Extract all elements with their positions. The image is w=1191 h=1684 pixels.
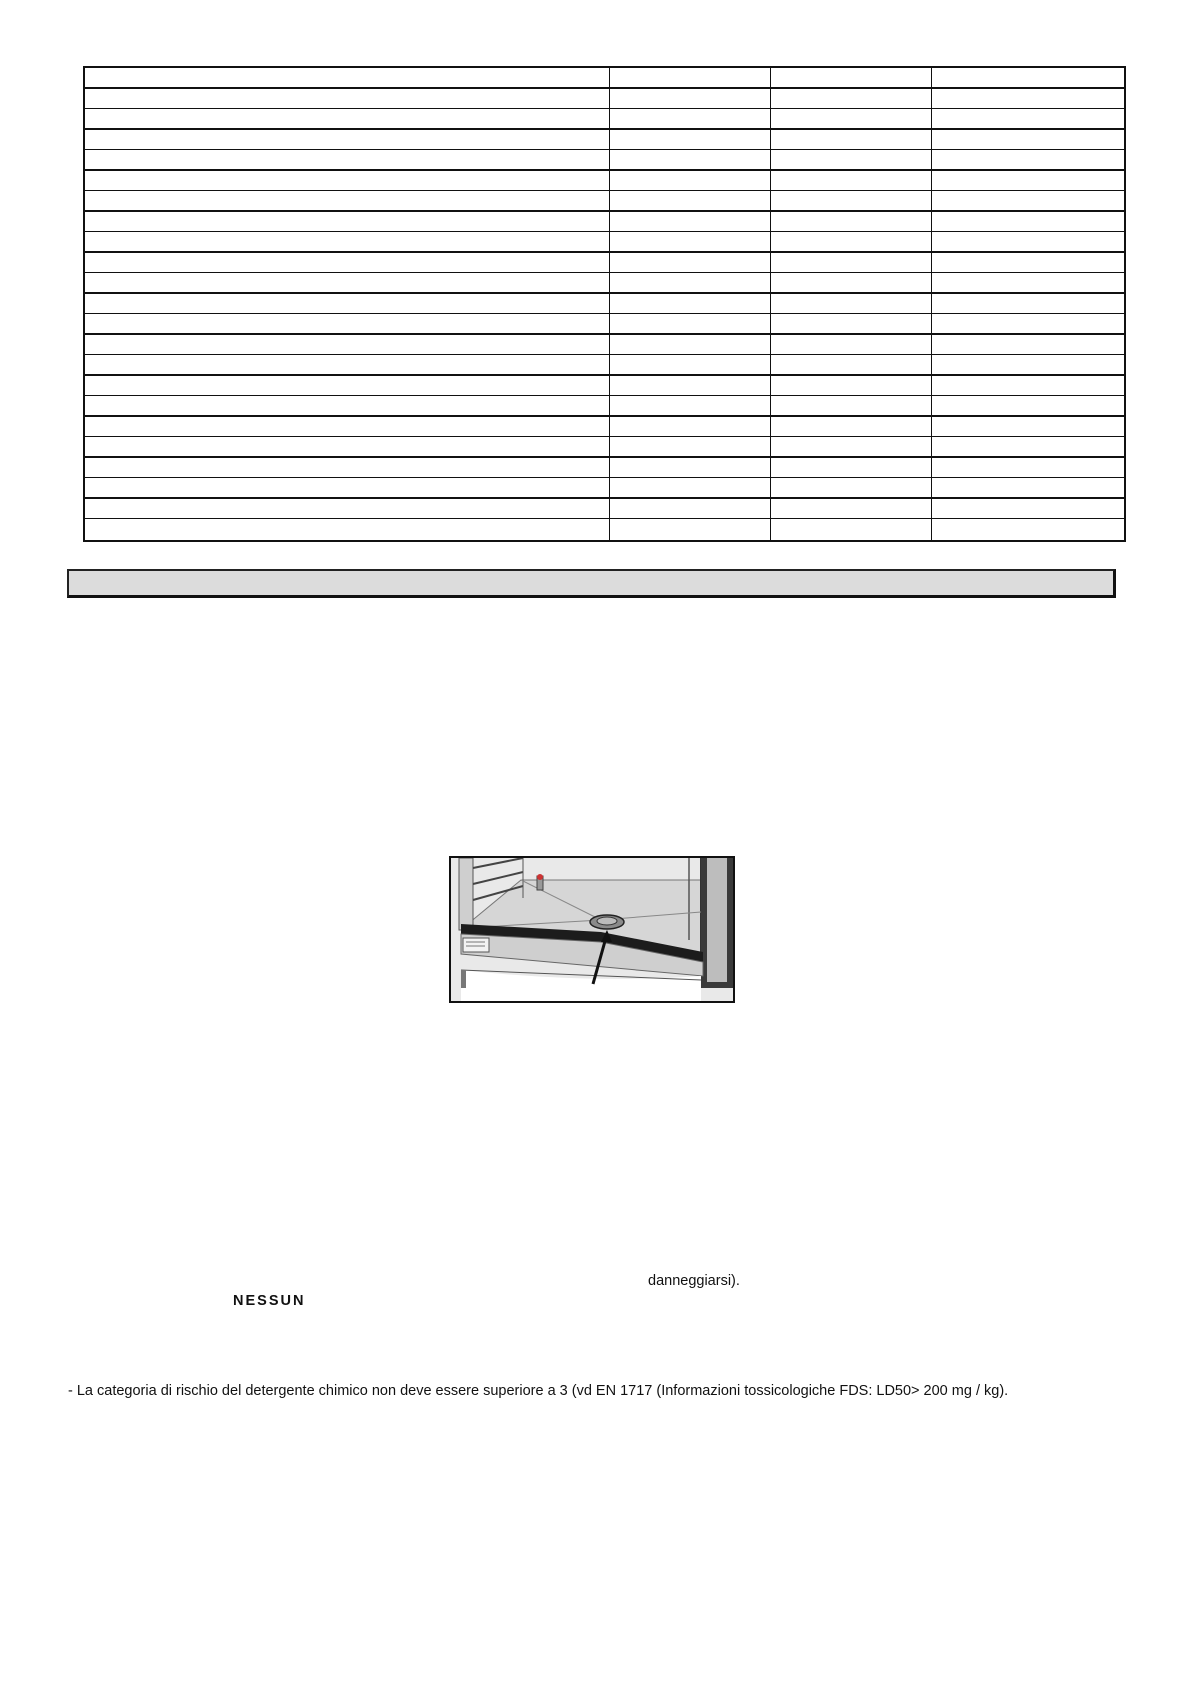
table-cell bbox=[771, 355, 932, 376]
text-fragment-danneggiarsi: danneggiarsi). bbox=[648, 1273, 740, 1289]
table-cell bbox=[771, 68, 932, 89]
table-cell bbox=[771, 437, 932, 458]
table-cell bbox=[610, 212, 771, 233]
table-cell bbox=[771, 150, 932, 171]
table-cell bbox=[932, 294, 1124, 315]
table-cell bbox=[85, 109, 610, 130]
table-cell bbox=[85, 499, 610, 520]
table-cell bbox=[85, 89, 610, 110]
table-cell bbox=[771, 499, 932, 520]
table-cell bbox=[932, 458, 1124, 479]
table-cell bbox=[85, 253, 610, 274]
table-cell bbox=[932, 376, 1124, 397]
table-cell bbox=[610, 109, 771, 130]
table-cell bbox=[85, 458, 610, 479]
table-cell bbox=[771, 458, 932, 479]
table-cell bbox=[610, 335, 771, 356]
table-cell bbox=[85, 417, 610, 438]
table-cell bbox=[932, 314, 1124, 335]
table-cell bbox=[85, 376, 610, 397]
table-cell bbox=[85, 437, 610, 458]
table-cell bbox=[932, 191, 1124, 212]
table-cell bbox=[85, 335, 610, 356]
table-cell bbox=[932, 68, 1124, 89]
table-cell bbox=[85, 130, 610, 151]
table-cell bbox=[771, 191, 932, 212]
table-cell bbox=[610, 519, 771, 540]
table-cell bbox=[771, 130, 932, 151]
table-cell bbox=[771, 89, 932, 110]
table-cell bbox=[85, 314, 610, 335]
table-cell bbox=[610, 314, 771, 335]
table-cell bbox=[85, 478, 610, 499]
table-cell bbox=[932, 130, 1124, 151]
table-cell bbox=[85, 232, 610, 253]
table-cell bbox=[932, 212, 1124, 233]
table-cell bbox=[85, 273, 610, 294]
table-cell bbox=[932, 478, 1124, 499]
table-cell bbox=[932, 171, 1124, 192]
table-cell bbox=[610, 499, 771, 520]
section-header-bar bbox=[67, 569, 1116, 598]
table-cell bbox=[610, 437, 771, 458]
table-cell bbox=[610, 376, 771, 397]
table-cell bbox=[932, 253, 1124, 274]
table-cell bbox=[610, 68, 771, 89]
table-cell bbox=[610, 273, 771, 294]
table-cell bbox=[610, 294, 771, 315]
table-cell bbox=[610, 458, 771, 479]
table-cell bbox=[610, 478, 771, 499]
oven-drain-figure bbox=[449, 856, 735, 1003]
table-cell bbox=[610, 130, 771, 151]
table-cell bbox=[85, 150, 610, 171]
table-cell bbox=[85, 396, 610, 417]
spec-table bbox=[83, 66, 1126, 542]
table-cell bbox=[85, 171, 610, 192]
table-cell bbox=[610, 150, 771, 171]
table-cell bbox=[932, 150, 1124, 171]
table-cell bbox=[610, 171, 771, 192]
table-cell bbox=[610, 89, 771, 110]
table-cell bbox=[771, 478, 932, 499]
table-cell bbox=[932, 335, 1124, 356]
table-cell bbox=[771, 376, 932, 397]
table-cell bbox=[771, 314, 932, 335]
table-cell bbox=[85, 294, 610, 315]
table-cell bbox=[771, 253, 932, 274]
table-cell bbox=[932, 89, 1124, 110]
table-cell bbox=[932, 519, 1124, 540]
table-cell bbox=[771, 273, 932, 294]
table-cell bbox=[932, 499, 1124, 520]
table-cell bbox=[85, 191, 610, 212]
table-cell bbox=[610, 253, 771, 274]
table-cell bbox=[85, 519, 610, 540]
table-cell bbox=[932, 232, 1124, 253]
table-cell bbox=[85, 355, 610, 376]
table-cell bbox=[771, 212, 932, 233]
table-cell bbox=[932, 417, 1124, 438]
table-cell bbox=[932, 396, 1124, 417]
table-cell bbox=[610, 396, 771, 417]
table-cell bbox=[85, 212, 610, 233]
table-cell bbox=[932, 273, 1124, 294]
table-cell bbox=[771, 232, 932, 253]
table-cell bbox=[932, 355, 1124, 376]
oven-drain-icon bbox=[451, 858, 733, 1001]
table-cell bbox=[932, 109, 1124, 130]
table-cell bbox=[610, 417, 771, 438]
table-cell bbox=[771, 294, 932, 315]
table-cell bbox=[85, 68, 610, 89]
table-cell bbox=[771, 396, 932, 417]
table-cell bbox=[771, 335, 932, 356]
table-cell bbox=[610, 232, 771, 253]
table-cell bbox=[771, 109, 932, 130]
table-cell bbox=[610, 355, 771, 376]
text-emphasis-nessun: NESSUN bbox=[233, 1293, 306, 1309]
table-cell bbox=[771, 417, 932, 438]
table-cell bbox=[771, 171, 932, 192]
table-cell bbox=[932, 437, 1124, 458]
risk-category-note: - La categoria di rischio del detergente chimico non deve essere superiore a 3 (vd EN 1717 (Informazioni tossicologiche FDS: LD50> 200 mg / kg). bbox=[68, 1383, 1009, 1399]
table-cell bbox=[610, 191, 771, 212]
table-cell bbox=[771, 519, 932, 540]
